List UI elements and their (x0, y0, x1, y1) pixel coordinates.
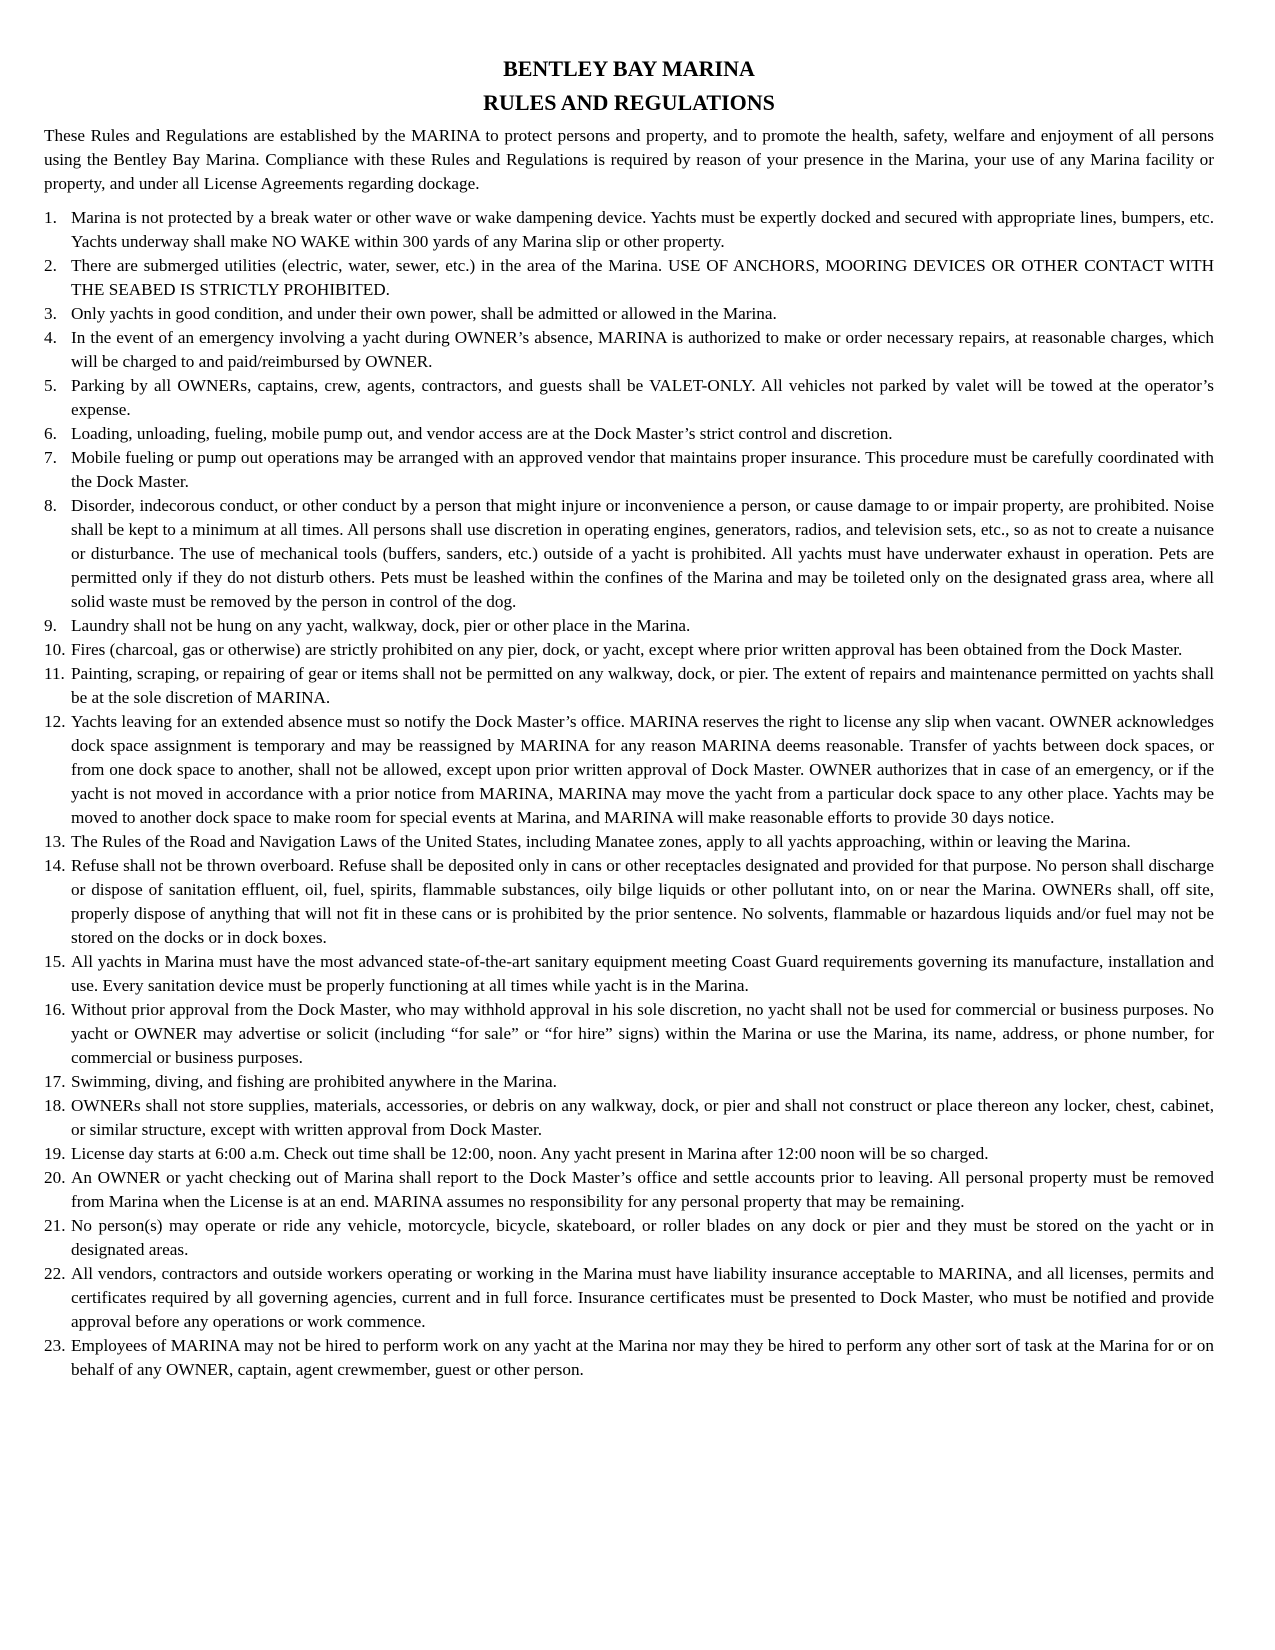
document-page (44, 52, 1214, 1382)
rule-text: All vendors, contractors and outside workers operating or working in the Marina must have liability insurance acceptable to MARINA, and all licenses, permits and certificates required by all governing agencies, current and in full force. Insurance certificates must be presented to Dock Master, who must be notified and provide approval before any operations or work commence. (71, 1264, 1214, 1331)
rule-item (44, 1142, 1214, 1166)
rule-item (44, 302, 1214, 326)
rule-text: OWNERs shall not store supplies, materials, accessories, or debris on any walkway, dock, or pier and shall not construct or place thereon any locker, chest, cabinet, or similar structure, except with written approval from Dock Master. (71, 1096, 1214, 1139)
rule-item (44, 830, 1214, 854)
rule-item (44, 662, 1214, 710)
rule-number: 23. (44, 1336, 66, 1355)
rule-text: Disorder, indecorous conduct, or other conduct by a person that might injure or inconvenience a person, or cause damage to or impair property, are prohibited. Noise shall be kept to a minimum at all times. All persons shall use discretion in operating engines, generators, radios, and television sets, etc., so as not to create a nuisance or disturbance. The use of mechanical tools (buffers, sanders, etc.) outside of a yacht is prohibited. All yachts must have underwater exhaust in operation. Pets are permitted only if they do not disturb others. Pets must be leashed within the confines of the Marina and may be toileted only on the designated grass area, where all solid waste must be removed by the person in control of the dog. (71, 496, 1214, 611)
document-subtitle: RULES AND REGULATIONS (483, 90, 775, 115)
intro-paragraph: These Rules and Regulations are established by the MARINA to protect persons and property, and to promote the health, safety, welfare and enjoyment of all persons using the Bentley Bay Marina. Compliance with these Rules and Regulations is required by reason of your presence in the Marina, your use of any Marina facility or property, and under all License Agreements regarding dockage. (44, 126, 1214, 193)
rule-number: 16. (44, 1000, 66, 1019)
rule-text: Without prior approval from the Dock Master, who may withhold approval in his sole discretion, no yacht shall not be used for commercial or business purposes. No yacht or OWNER may advertise or solicit (including “for sale” or “for hire” signs) within the Marina or use the Marina, its name, address, or phone number, for commercial or business purposes. (71, 1000, 1214, 1067)
document-title: BENTLEY BAY MARINA (503, 56, 755, 81)
rule-text: No person(s) may operate or ride any vehicle, motorcycle, bicycle, skateboard, or roller blades on any dock or pier and they must be stored on the yacht or in designated areas. (71, 1216, 1214, 1259)
rule-text: Laundry shall not be hung on any yacht, walkway, dock, pier or other place in the Marina. (71, 616, 691, 635)
rule-number: 13. (44, 832, 66, 851)
rule-number: 3. (44, 304, 57, 323)
rule-number: 12. (44, 712, 66, 731)
rule-text: Employees of MARINA may not be hired to perform work on any yacht at the Marina nor may they be hired to perform any other sort of task at the Marina for or on behalf of any OWNER, captain, agent crewmember, guest or other person. (71, 1336, 1214, 1379)
rule-number: 15. (44, 952, 66, 971)
rule-number: 19. (44, 1144, 66, 1163)
rule-number: 5. (44, 376, 57, 395)
rule-text: Yachts leaving for an extended absence must so notify the Dock Master’s office. MARINA reserves the right to license any slip when vacant. OWNER acknowledges dock space assignment is temporary and may be reassigned by MARINA for any reason MARINA deems reasonable. Transfer of yachts between dock spaces, or from one dock space to another, shall not be allowed, except upon prior written approval of Dock Master. OWNER authorizes that in case of an emergency, or if the yacht is not moved in accordance with a prior notice from MARINA, MARINA may move the yacht from a particular dock space to any other place. Yachts may be moved to another dock space to make room for special events at Marina, and MARINA will make reasonable efforts to provide 30 days notice. (71, 712, 1214, 827)
rule-number: 18. (44, 1096, 66, 1115)
rule-item (44, 1214, 1214, 1262)
rule-text: Refuse shall not be thrown overboard. Refuse shall be deposited only in cans or other receptacles designated and provided for that purpose. No person shall discharge or dispose of sanitation effluent, oil, fuel, spirits, flammable substances, oily bilge liquids or other pollutant into, on or near the Marina. OWNERs shall, off site, properly dispose of anything that will not fit in these cans or is prohibited by the prior sentence. No solvents, flammable or hazardous liquids and/or fuel may not be stored on the docks or in dock boxes. (71, 856, 1214, 947)
rule-text: Parking by all OWNERs, captains, crew, agents, contractors, and guests shall be VALET-ONLY. All vehicles not parked by valet will be towed at the operator’s expense. (71, 376, 1214, 419)
rule-number: 21. (44, 1216, 66, 1235)
rule-text: License day starts at 6:00 a.m. Check out time shall be 12:00, noon. Any yacht present in Marina after 12:00 noon will be so charged. (71, 1144, 989, 1163)
rule-number: 6. (44, 424, 57, 443)
rule-number: 22. (44, 1264, 66, 1283)
rule-number: 11. (44, 664, 65, 683)
rule-item (44, 254, 1214, 302)
rule-item (44, 998, 1214, 1070)
rule-item (44, 854, 1214, 950)
rule-item (44, 950, 1214, 998)
rule-number: 17. (44, 1072, 66, 1091)
rule-item (44, 206, 1214, 254)
rule-item (44, 1166, 1214, 1214)
rule-item (44, 1334, 1214, 1382)
rule-text: Mobile fueling or pump out operations may be arranged with an approved vendor that maintains proper insurance. This procedure must be carefully coordinated with the Dock Master. (71, 448, 1214, 491)
rule-text: There are submerged utilities (electric, water, sewer, etc.) in the area of the Marina. USE OF ANCHORS, MOORING DEVICES OR OTHER CONTACT WITH THE SEABED IS STRICTLY PROHIBITED. (71, 256, 1214, 299)
rule-text: Marina is not protected by a break water or other wave or wake dampening device. Yachts must be expertly docked and secured with appropriate lines, bumpers, etc. Yachts underway shall make NO WAKE within 300 yards of any Marina slip or other property. (71, 208, 1214, 251)
rule-text: Only yachts in good condition, and under their own power, shall be admitted or allowed in the Marina. (71, 304, 777, 323)
rule-item (44, 1094, 1214, 1142)
rule-item (44, 614, 1214, 638)
rule-item (44, 710, 1214, 830)
rule-text: All yachts in Marina must have the most advanced state-of-the-art sanitary equipment meeting Coast Guard requirements governing its manufacture, installation and use. Every sanitation device must be properly functioning at all times while yacht is in the Marina. (71, 952, 1214, 995)
rule-number: 2. (44, 256, 57, 275)
rule-text: Painting, scraping, or repairing of gear or items shall not be permitted on any walkway, dock, or pier. The extent of repairs and maintenance permitted on yachts shall be at the sole discretion of MARINA. (71, 664, 1214, 707)
rule-number: 10. (44, 640, 66, 659)
rule-text: An OWNER or yacht checking out of Marina shall report to the Dock Master’s office and settle accounts prior to leaving. All personal property must be removed from Marina when the License is at an end. MARINA assumes no responsibility for any personal property that may be remaining. (71, 1168, 1214, 1211)
rule-item (44, 446, 1214, 494)
rule-item (44, 1070, 1214, 1094)
rule-item (44, 638, 1214, 662)
rule-number: 9. (44, 616, 57, 635)
rule-item (44, 494, 1214, 614)
rule-item (44, 326, 1214, 374)
rule-number: 8. (44, 496, 57, 515)
rule-item (44, 374, 1214, 422)
rule-text: Loading, unloading, fueling, mobile pump out, and vendor access are at the Dock Master’s strict control and discretion. (71, 424, 893, 443)
rule-text: The Rules of the Road and Navigation Laws of the United States, including Manatee zones, apply to all yachts approaching, within or leaving the Marina. (71, 832, 1131, 851)
rule-number: 14. (44, 856, 66, 875)
rule-number: 7. (44, 448, 57, 467)
rule-item (44, 1262, 1214, 1334)
rules-list (44, 206, 1214, 1382)
rule-number: 1. (44, 208, 57, 227)
rule-number: 20. (44, 1168, 66, 1187)
rule-text: In the event of an emergency involving a yacht during OWNER’s absence, MARINA is authorized to make or order necessary repairs, at reasonable charges, which will be charged to and paid/reimbursed by OWNER. (71, 328, 1214, 371)
rule-text: Fires (charcoal, gas or otherwise) are strictly prohibited on any pier, dock, or yacht, except where prior written approval has been obtained from the Dock Master. (71, 640, 1183, 659)
rule-item (44, 422, 1214, 446)
rule-text: Swimming, diving, and fishing are prohibited anywhere in the Marina. (71, 1072, 557, 1091)
rule-number: 4. (44, 328, 57, 347)
